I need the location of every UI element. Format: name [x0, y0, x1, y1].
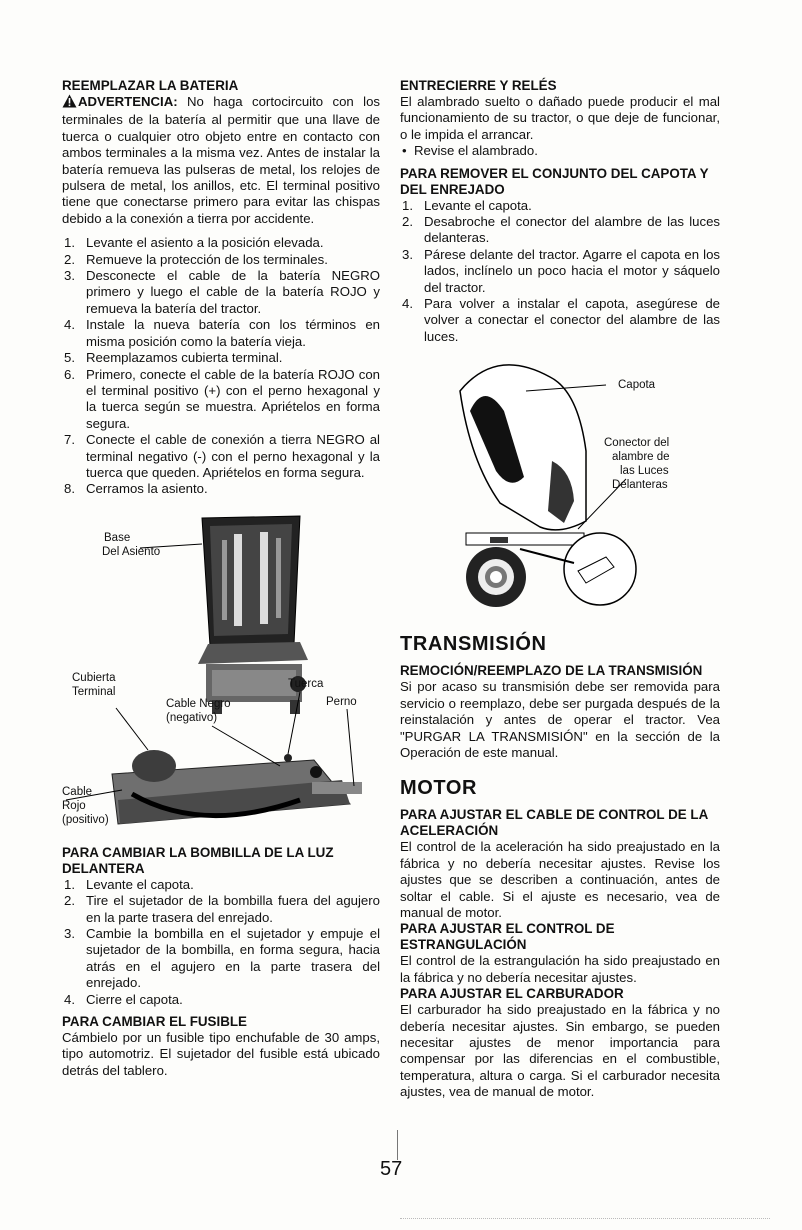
- label-red-cable-2: Rojo: [62, 799, 86, 812]
- page-number: 57: [380, 1158, 403, 1180]
- list-item: 2. Tire el sujetador de la bombilla fuera del agujero en la parte trasera del enrejado.: [64, 893, 380, 925]
- carb-text: El carburador ha sido preajustado en la fábrica y no debería necesitar ajustes. Sin embargo, se pueden necesitar ajustes de menor importancia para compensar por las diferencias en el combustible, temperatura, altura o carga. Si el carburador necesita ajustes, vea de manual de motor.: [400, 1002, 720, 1100]
- wiring-bullets: [400, 143, 720, 159]
- throttle-title: PARA AJUSTAR EL CABLE DE CONTROL DE LA ACELERACIÓN: [400, 807, 708, 839]
- warning-triangle-icon: [62, 94, 77, 112]
- list-item: 1. Levante el capota.: [402, 197, 532, 213]
- label-black-cable: Cable Negro: [166, 697, 231, 710]
- list-item: 4. Cierre el capota.: [64, 991, 183, 1007]
- label-hood: Capota: [618, 379, 656, 392]
- hood-steps: [400, 198, 720, 346]
- label-red-cable: Cable: [62, 785, 93, 798]
- column-divider: [397, 1130, 398, 1160]
- list-item: 4. Para volver a instalar el capota, asegúrese de volver a conectar el conector del alambre de las luces.: [402, 296, 720, 344]
- label-connector-3: las Luces: [620, 465, 669, 478]
- list-item: 2. Desabroche el conector del alambre de las luces delanteras.: [402, 214, 720, 246]
- hood-illustration: [400, 351, 720, 623]
- transmission-text: Si por acaso su transmisión debe ser removida para servicio o reemplazo, debe ser purgada después de la reinstalación y antes de operar el tractor. Vea "PURGAR LA TRANSMISIÓN" en la sección de la Operación de este manual.: [400, 679, 720, 760]
- choke-text: El control de la estrangulación ha sido preajustado en la fábrica y no debería necesitar ajustes.: [400, 953, 720, 985]
- label-connector-1: Conector del: [604, 437, 670, 450]
- choke-title: PARA AJUSTAR EL CONTROL DE ESTRANGULACIÓN: [400, 921, 615, 953]
- list-item: 3. Desconecte el cable de la batería NEGRO primero y luego el cable de la batería ROJO y remueva la batería del tractor.: [64, 268, 380, 316]
- list-item: 6. Primero, conecte el cable de la batería ROJO con el terminal positivo (+) con el perno hexagonal y la tuerca según se muestra. Apriételos en forma segura.: [64, 366, 380, 431]
- label-cover-2: Terminal: [72, 685, 116, 698]
- hood-figure: [400, 351, 720, 623]
- list-item: 5. Reemplazamos cubierta terminal.: [64, 350, 283, 366]
- list-item: 4. Instale la nueva batería con los términos en misma posición como la batería vieja.: [64, 317, 380, 349]
- transmission-heading: TRANSMISIÓN: [400, 633, 547, 656]
- battery-warning: [62, 94, 380, 227]
- list-item: • Revise el alambrado.: [400, 143, 720, 159]
- battery-title: REEMPLAZAR LA BATERIA: [62, 78, 239, 93]
- wiring-text: El alambrado suelto o dañado puede producir el mal funcionamiento de su tractor, o que deje de funcionar, o le impida el arrancar.: [400, 94, 720, 142]
- hood-title: PARA REMOVER EL CONJUNTO DEL CAPOTA Y DEL ENREJADO: [400, 165, 709, 197]
- bulb-title: PARA CAMBIAR LA BOMBILLA DE LA LUZ DELANTERA: [62, 844, 334, 876]
- throttle-text: El control de la aceleración ha sido preajustado en la fábrica y no debería necesitar ajustes. Revise los ajustes que se describen a continuación, antes de soltar el cable. Si el ajuste es necesario, vea de manual de motor.: [400, 839, 720, 920]
- label-base: Base: [104, 531, 131, 544]
- list-item: 3. Cambie la bombilla en el sujetador y empuje el sujetador de la bombilla, en forma segura, hacia atrás en el agujero en la parte trasera del enrejado.: [64, 925, 380, 991]
- label-connector-4: Delanteras: [612, 479, 668, 492]
- label-nut: Tuerca: [288, 677, 324, 690]
- list-item: 3. Párese delante del tractor. Agarre el capota en los lados, inclínelo un poco hacia el motor y sáquelo del tractor.: [402, 246, 720, 295]
- motor-heading: MOTOR: [400, 777, 478, 800]
- label-black-cable-2: (negativo): [166, 711, 218, 724]
- transmission-title: REMOCIÓN/REEMPLAZO DE LA TRANSMISIÓN: [400, 663, 703, 679]
- list-item: 7. Conecte el cable de conexión a tierra NEGRO al terminal negativo (-) con el perno hexagonal y la tuerca que queden. Apriételos en forma segura.: [64, 432, 380, 480]
- left-column: [62, 78, 380, 1079]
- fuse-text: Cámbielo por un fusible tipo enchufable de 30 amps, tipo automotriz. El sujetador del fusible está ubicado detrás del tablero.: [62, 1030, 380, 1078]
- bulb-steps: [62, 877, 380, 1008]
- label-base-2: Del Asiento: [102, 545, 161, 558]
- label-connector-2: alambre de: [612, 451, 670, 464]
- wiring-title: ENTRECIERRE Y RELÉS: [400, 78, 557, 93]
- list-item: 1. Levante el asiento a la posición elevada.: [64, 235, 324, 251]
- battery-figure: [62, 504, 380, 839]
- list-item: 1. Levante el capota.: [64, 876, 194, 892]
- label-cover: Cubierta: [72, 671, 116, 684]
- fuse-title: PARA CAMBIAR EL FUSIBLE: [62, 1014, 247, 1029]
- label-red-cable-3: (positivo): [62, 813, 109, 826]
- battery-steps: [62, 235, 380, 498]
- right-column: [400, 78, 720, 1101]
- list-item: 2. Remueve la protección de los terminales.: [64, 251, 328, 267]
- carb-title: PARA AJUSTAR EL CARBURADOR: [400, 986, 624, 1002]
- scan-artifact-line: [400, 1218, 770, 1225]
- label-bolt: Perno: [326, 695, 357, 708]
- warning-text: No haga cortocircuito con los terminales de la batería al permitir que una llave de tuerca o cualquier otro objeto entre en contacto con ambos terminales a la misma vez. Antes de instalar la batería remueva las pulseras de metal, los relojes de pulsera de metal, los anillos, etc. El terminal positivo tiene que conectarse primero para evitar las chispas debido a la conexión a tierra por accidente.: [62, 94, 380, 226]
- warning-label: ADVERTENCIA:: [78, 94, 178, 109]
- list-item: 8. Cerramos la asiento.: [64, 481, 208, 497]
